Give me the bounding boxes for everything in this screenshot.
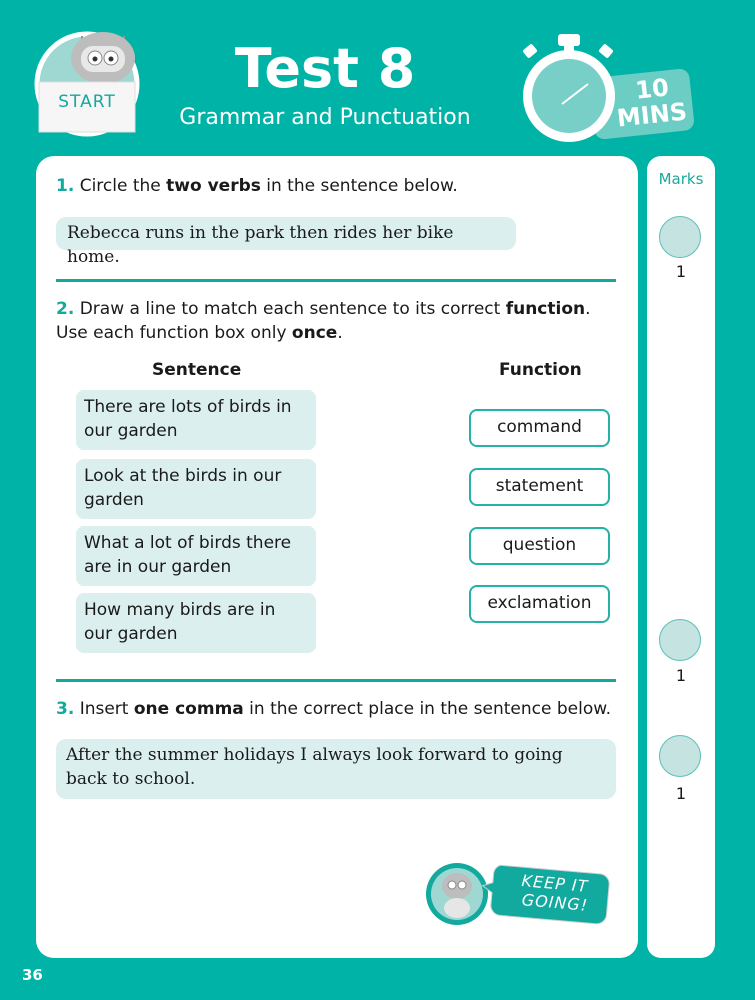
page-title: Test 8 <box>234 37 416 100</box>
question-1-bold: two verbs <box>166 176 261 196</box>
robot-icon <box>33 30 141 138</box>
divider <box>56 279 616 282</box>
question-1-text-end: in the sentence below. <box>260 176 458 196</box>
mark-circle-q2[interactable] <box>659 619 701 661</box>
function-box-exclamation[interactable]: exclamation <box>469 585 610 623</box>
timer-unit: MINS <box>615 97 689 133</box>
marks-column <box>647 156 715 958</box>
keep-going-badge <box>424 860 614 932</box>
keep-going-line2: GOING! <box>521 890 589 915</box>
question-1-prompt <box>56 174 458 198</box>
question-3-bold: one comma <box>133 699 244 719</box>
sentence-box-1[interactable]: There are lots of birds in our garden <box>76 390 316 450</box>
keep-going-line1: KEEP IT <box>520 871 590 896</box>
marks-label: Marks <box>658 170 704 188</box>
question-1-number: 1. <box>56 176 75 196</box>
question-2-text: Draw a line to match each sentence to its correct <box>79 299 506 319</box>
function-box-question[interactable]: question <box>469 527 610 565</box>
page-number: 36 <box>22 966 43 984</box>
question-3-sentence[interactable]: After the summer holidays I always look forward to going back to school. <box>56 739 616 799</box>
question-1-sentence[interactable]: Rebecca runs in the park then rides her bike home. <box>56 217 516 250</box>
sentence-box-4[interactable]: How many birds are in our garden <box>76 593 316 653</box>
page-subtitle: Grammar and Punctuation <box>179 105 471 130</box>
mark-value-q1: 1 <box>675 262 687 281</box>
question-3-prompt <box>56 697 611 721</box>
sentence-box-3[interactable]: What a lot of birds there are in our garden <box>76 526 316 586</box>
start-badge <box>33 30 141 138</box>
question-3-text: Insert <box>79 699 134 719</box>
question-2-punct-line2: . <box>337 323 343 343</box>
function-box-command[interactable]: command <box>469 409 610 447</box>
mark-circle-q1[interactable] <box>659 216 701 258</box>
question-2-bold-line2: once <box>291 323 338 343</box>
question-3-number: 3. <box>56 699 75 719</box>
question-2-prompt <box>56 297 626 345</box>
question-1-text: Circle the <box>79 176 167 196</box>
start-label: START <box>58 92 116 112</box>
question-2-bold: function <box>505 299 586 319</box>
mark-value-q2: 1 <box>675 666 687 685</box>
sentence-box-2[interactable]: Look at the birds in our garden <box>76 459 316 519</box>
question-2-punct: . <box>585 299 591 319</box>
question-2-number: 2. <box>56 299 75 319</box>
mark-circle-q3[interactable] <box>659 735 701 777</box>
sentence-column-header: Sentence <box>152 360 242 380</box>
mark-value-q3: 1 <box>675 784 687 803</box>
function-column-header: Function <box>499 360 582 380</box>
divider <box>56 679 616 682</box>
question-2-text-line2: Use each function box only <box>56 323 292 343</box>
timer-badge <box>512 28 702 148</box>
timer-value: 10 <box>633 73 671 105</box>
question-3-text-end: in the correct place in the sentence below. <box>243 699 611 719</box>
function-box-statement[interactable]: statement <box>469 468 610 506</box>
